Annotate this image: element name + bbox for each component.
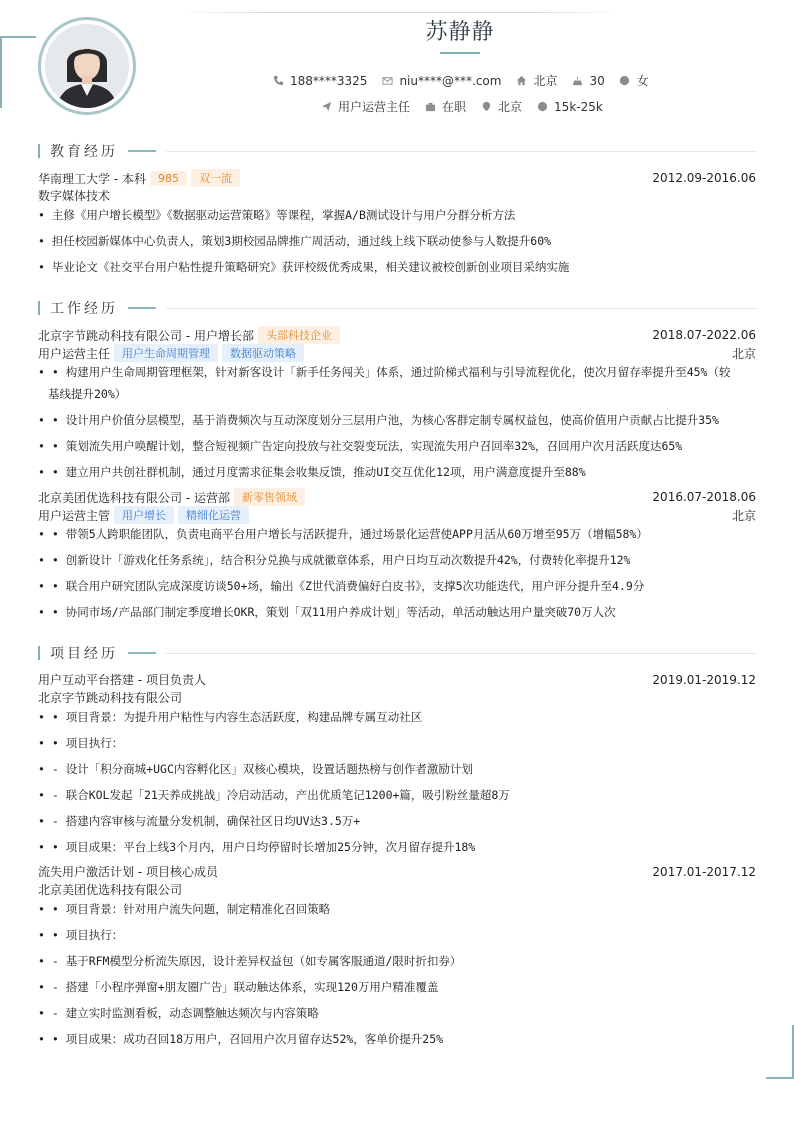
education-date: 2012.09-2016.06 bbox=[652, 171, 756, 185]
major-text: 数字媒体技术 bbox=[38, 189, 111, 203]
top-divider bbox=[180, 12, 620, 13]
list-item: • 主修《用户增长模型》《数据驱动运营策略》等课程，掌握A/B测试设计与用户分群分析方法 bbox=[38, 208, 516, 222]
work-date: 2016.07-2018.06 bbox=[652, 490, 756, 504]
status-text: 在职 bbox=[442, 100, 467, 114]
section-rule bbox=[166, 653, 756, 654]
list-item: • • 项目执行： bbox=[38, 928, 124, 942]
section-heading: 项目经历 bbox=[50, 646, 118, 662]
salary-text: 15k-25k bbox=[554, 99, 603, 114]
list-item: • - 设计「积分商城+UGC内容孵化区」双核心模块，设置话题热榜与创作者激励计划 bbox=[38, 762, 473, 776]
target-city-text: 北京 bbox=[498, 100, 523, 114]
role-tag: 数据驱动策略 bbox=[222, 344, 304, 362]
gender-item bbox=[619, 72, 649, 89]
project-header bbox=[38, 863, 756, 880]
project-date: 2019.01-2019.12 bbox=[652, 672, 756, 687]
email-address: niu****@***.com bbox=[399, 73, 502, 88]
send-icon bbox=[320, 101, 332, 113]
list-item: • • 项目背景：针对用户流失问题，制定精准化召回策略 bbox=[38, 902, 331, 916]
section-marker bbox=[38, 144, 40, 158]
list-item: • • 项目背景：为提升用户粘性与内容生态活跃度，构建品牌专属互动社区 bbox=[38, 710, 423, 724]
list-item: • • 建立用户共创社群机制，通过月度需求征集会收集反馈，推动UI交互优化12项，用户满意度提升至88% bbox=[38, 465, 586, 479]
work-header bbox=[38, 326, 756, 344]
education-section-title bbox=[38, 141, 756, 161]
salary-item bbox=[536, 100, 603, 114]
section-marker bbox=[38, 646, 40, 660]
role-row bbox=[38, 344, 756, 362]
salary-icon bbox=[536, 101, 548, 113]
role-text: 用户运营主任 bbox=[38, 346, 111, 361]
age-item bbox=[571, 74, 604, 88]
phone-number: 188****3325 bbox=[290, 73, 368, 88]
work-section-title bbox=[38, 298, 756, 318]
list-item: • • 项目执行： bbox=[38, 736, 124, 750]
section-rule bbox=[166, 151, 756, 152]
company-tag: 新零售领域 bbox=[234, 488, 305, 506]
gender-icon bbox=[619, 75, 631, 87]
list-item: • - 建立实时监测看板，动态调整触达频次与内容策略 bbox=[38, 1006, 319, 1020]
avatar-photo bbox=[45, 24, 129, 108]
section-rule bbox=[166, 308, 756, 309]
email-item bbox=[381, 74, 501, 88]
name-underline bbox=[440, 52, 480, 54]
list-item: • • 创新设计「游戏化任务系统」，结合积分兑换与成就徽章体系，用户日均互动次数提升42%，付费转化率提升12% bbox=[38, 553, 631, 567]
role-text: 用户运营主管 bbox=[38, 508, 111, 523]
list-item: • • 协同市场/产品部门制定季度增长OKR，策划「双11用户养成计划」等活动，单活动触达用户量突破70万人次 bbox=[38, 605, 616, 619]
company-name: 北京字节跳动科技有限公司 - 用户增长部 bbox=[38, 328, 254, 343]
list-item: • 毕业论文《社交平台用户粘性提升策略研究》获评校级优秀成果，相关建议被校创新创业项目采纳实施 bbox=[38, 260, 570, 274]
project-company-row bbox=[38, 689, 756, 706]
school-tag: 双一流 bbox=[191, 169, 240, 187]
list-item: • • 项目成果：平台上线3个月内，用户日均停留时长增加25分钟，次月留存提升18% bbox=[38, 840, 476, 854]
list-item: • - 基于RFM模型分析流失原因，设计差异权益包（如专属客服通道/限时折扣券） bbox=[38, 954, 462, 968]
list-item: • • 带领5人跨职能团队，负责电商平台用户增长与活跃提升，通过场景化运营使APP月活从60万增至95万（增幅58%） bbox=[38, 527, 648, 541]
location-icon bbox=[480, 101, 492, 113]
section-dash bbox=[128, 150, 156, 152]
project-header bbox=[38, 671, 756, 688]
city-text: 北京 bbox=[533, 74, 558, 88]
role-tag: 精细化运营 bbox=[178, 506, 249, 524]
role-row bbox=[38, 506, 756, 524]
target-city-item bbox=[480, 98, 522, 115]
briefcase-icon bbox=[424, 101, 436, 113]
projects-section-title bbox=[38, 643, 756, 663]
work-location: 北京 bbox=[731, 346, 756, 361]
position-item bbox=[320, 98, 410, 115]
home-icon bbox=[515, 75, 527, 87]
section-marker bbox=[38, 301, 40, 315]
section-heading: 教育经历 bbox=[50, 144, 118, 160]
email-icon bbox=[381, 75, 393, 87]
project-company: 北京美团优选科技有限公司 bbox=[38, 883, 183, 897]
corner-decoration-top-left-vertical bbox=[0, 36, 2, 108]
project-title: 用户互动平台搭建 - 项目负责人 bbox=[38, 673, 206, 687]
avatar bbox=[38, 17, 136, 115]
school-tag: 985 bbox=[150, 171, 187, 186]
city-item bbox=[515, 72, 557, 89]
status-item bbox=[424, 98, 466, 115]
intent-row bbox=[320, 98, 603, 115]
education-header bbox=[38, 169, 756, 187]
candidate-name: 苏静静 bbox=[425, 20, 495, 45]
list-item: • - 搭建内容审核与流量分发机制，确保社区日均UV达3.5万+ bbox=[38, 814, 361, 828]
project-company-row bbox=[38, 881, 756, 898]
work-header bbox=[38, 488, 756, 506]
company-tag: 头部科技企业 bbox=[258, 326, 340, 344]
gender-text: 女 bbox=[636, 74, 649, 88]
list-item: • • 项目成果：成功召回18万用户，召回用户次月留存达52%，客单价提升25% bbox=[38, 1032, 444, 1046]
list-item: • • 构建用户生命周期管理框架，针对新客设计「新手任务闯关」体系，通过阶梯式福利与引导流程优化，使次月留存率提升至45%（较 bbox=[38, 365, 731, 379]
role-tag: 用户增长 bbox=[114, 506, 174, 524]
work-date: 2018.07-2022.06 bbox=[652, 328, 756, 342]
role-tag: 用户生命周期管理 bbox=[114, 344, 218, 362]
company-name: 北京美团优选科技有限公司 - 运营部 bbox=[38, 490, 230, 505]
contact-row bbox=[272, 72, 649, 89]
section-dash bbox=[128, 652, 156, 654]
list-item-continuation: 基线提升20%） bbox=[48, 387, 127, 401]
phone-icon bbox=[272, 75, 284, 87]
list-item: • • 策划流失用户唤醒计划，整合短视频广告定向投放与社交裂变玩法，实现流失用户召回率32%，召回用户次月活跃度达65% bbox=[38, 439, 683, 453]
age-text: 30 bbox=[589, 73, 605, 88]
list-item: • 担任校园新媒体中心负责人，策划3期校园品牌推广周活动，通过线上线下联动使参与人数提升60% bbox=[38, 234, 552, 248]
major-row bbox=[38, 187, 756, 204]
list-item: • • 设计用户价值分层模型，基于消费频次与互动深度划分三层用户池，为核心客群定制专属权益包，使高价值用户贡献占比提升35% bbox=[38, 413, 719, 427]
corner-decoration-bottom-right bbox=[766, 1077, 794, 1079]
position-text: 用户运营主任 bbox=[338, 100, 411, 114]
list-item: • • 联合用户研究团队完成深度访谈50+场，输出《Z世代消费偏好白皮书》，支撑5次功能迭代，用户评分提升至4.9分 bbox=[38, 579, 645, 593]
corner-decoration-top-left bbox=[0, 36, 36, 38]
age-icon bbox=[571, 75, 583, 87]
list-item: • - 联合KOL发起「21天养成挑战」冷启动活动，产出优质笔记1200+篇，吸引粉丝量超8万 bbox=[38, 788, 510, 802]
section-dash bbox=[128, 307, 156, 309]
project-date: 2017.01-2017.12 bbox=[652, 864, 756, 879]
project-title: 流失用户激活计划 - 项目核心成员 bbox=[38, 865, 218, 879]
project-company: 北京字节跳动科技有限公司 bbox=[38, 691, 183, 705]
work-location: 北京 bbox=[731, 508, 756, 523]
section-heading: 工作经历 bbox=[50, 301, 118, 317]
school-name: 华南理工大学 - 本科 bbox=[38, 171, 146, 186]
phone-item bbox=[272, 74, 367, 88]
list-item: • - 搭建「小程序弹窗+朋友圈广告」联动触达体系，实现120万用户精准覆盖 bbox=[38, 980, 439, 994]
